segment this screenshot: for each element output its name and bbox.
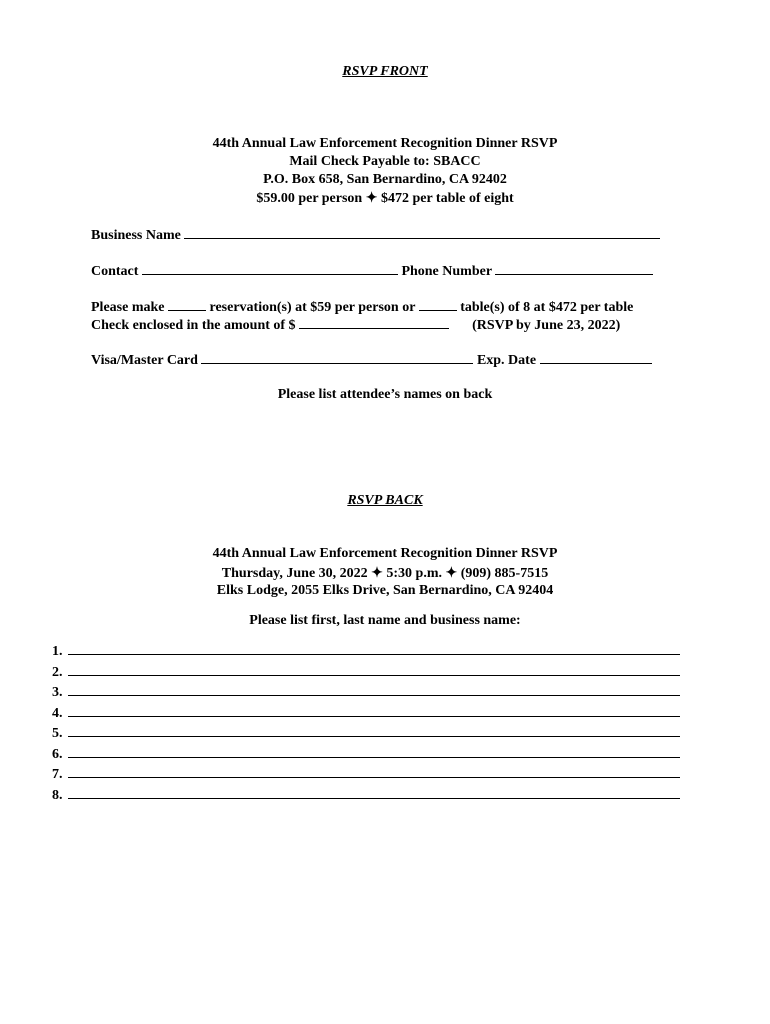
attendee-number: 2. [52, 665, 63, 680]
check-amount-label: Check enclosed in the amount of $ [91, 318, 296, 333]
attendee-row [52, 704, 680, 722]
attendee-row [52, 642, 680, 660]
attendee-field[interactable] [68, 786, 680, 799]
attendee-row [52, 745, 680, 763]
card-row [91, 351, 652, 369]
back-heading: RSVP BACK [347, 493, 423, 508]
check-amount-field[interactable] [299, 316, 449, 329]
attendee-row [52, 765, 680, 783]
event-date-line: Thursday, June 30, 2022 ✦ 5:30 p.m. ✦ (909) 885-7515 [221, 566, 549, 581]
reservation-pre-label: Please make [91, 300, 165, 315]
table-count-field[interactable] [419, 298, 457, 311]
attendee-field[interactable] [68, 724, 680, 737]
attendee-field[interactable] [68, 745, 680, 758]
rsvp-deadline: (RSVP by June 23, 2022) [472, 318, 621, 333]
reservation-mid-label: reservation(s) at $59 per person or [209, 300, 416, 315]
attendee-note: Please list attendee’s names on back [277, 387, 493, 402]
attendee-row [52, 786, 680, 804]
attendee-number: 4. [52, 706, 63, 721]
attendee-number: 5. [52, 726, 63, 741]
contact-row [91, 262, 653, 280]
card-number-field[interactable] [201, 351, 473, 364]
attendee-number: 6. [52, 747, 63, 762]
attendee-field[interactable] [68, 663, 680, 676]
reservation-row [91, 298, 633, 316]
check-row [91, 316, 620, 334]
phone-field[interactable] [495, 262, 653, 275]
exp-date-label: Exp. Date [476, 353, 537, 368]
attendee-field[interactable] [68, 704, 680, 717]
attendee-number: 3. [52, 685, 63, 700]
phone-label: Phone Number [401, 264, 492, 279]
attendee-number: 7. [52, 767, 63, 782]
attendee-field[interactable] [68, 642, 680, 655]
price-line: $59.00 per person ✦ $472 per table of eight [256, 191, 514, 206]
attendee-row [52, 663, 680, 681]
attendee-row [52, 683, 680, 701]
contact-field[interactable] [142, 262, 398, 275]
attendee-field[interactable] [68, 765, 680, 778]
attendee-field[interactable] [68, 683, 680, 696]
reservation-post-label: table(s) of 8 at $472 per table [460, 300, 634, 315]
exp-date-field[interactable] [540, 351, 652, 364]
business-name-field[interactable] [184, 226, 660, 239]
contact-label: Contact [91, 264, 139, 279]
front-heading: RSVP FRONT [342, 64, 428, 79]
venue-line: Elks Lodge, 2055 Elks Drive, San Bernardino, CA 92404 [216, 583, 554, 598]
front-title: 44th Annual Law Enforcement Recognition Dinner RSVP [212, 136, 558, 151]
reservation-count-field[interactable] [168, 298, 206, 311]
attendee-row [52, 724, 680, 742]
mail-check-line: Mail Check Payable to: SBACC [289, 154, 481, 169]
back-title: 44th Annual Law Enforcement Recognition Dinner RSVP [212, 546, 558, 561]
attendee-number: 8. [52, 788, 63, 803]
business-name-row [91, 226, 660, 244]
back-instruction: Please list first, last name and business name: [249, 613, 521, 628]
business-name-label: Business Name [91, 228, 181, 243]
card-label: Visa/Master Card [91, 353, 198, 368]
mailing-address: P.O. Box 658, San Bernardino, CA 92402 [263, 172, 507, 187]
attendee-number: 1. [52, 644, 63, 659]
